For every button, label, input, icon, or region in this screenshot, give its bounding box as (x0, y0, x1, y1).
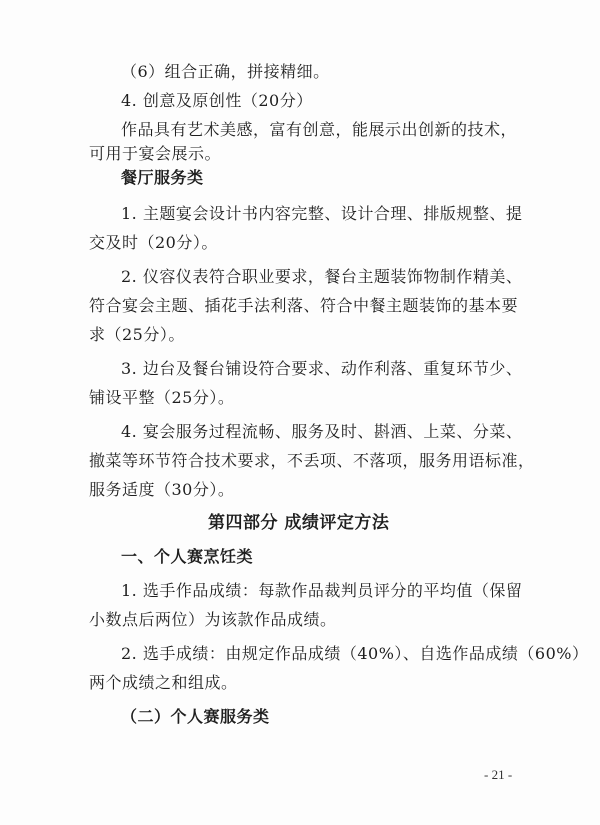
service-item-4-line-3: 服务适度（30分）。 (89, 480, 235, 499)
service-item-4-line-2: 撤菜等环节符合技术要求，不丢项、不落项，服务用语标准， (89, 451, 535, 470)
cooking-item-1-line-1: 1. 选手作品成绩：每款作品裁判员评分的平均值（保留 (121, 581, 523, 600)
section-restaurant-service: 餐厅服务类 (121, 168, 204, 187)
service-item-1-line-2: 交及时（20分）。 (89, 233, 218, 252)
criterion-4-heading: 4. 创意及原创性（20分） (121, 91, 313, 110)
page-number: - 21 - (484, 767, 513, 782)
section-individual-cooking: 一、个人赛烹饪类 (121, 547, 254, 566)
part-four-heading: 第四部分 成绩评定方法 (208, 513, 390, 533)
cooking-item-1-line-2: 小数点后两位）为该款作品成绩。 (89, 610, 337, 629)
service-item-2-line-2: 符合宴会主题、插花手法利落、符合中餐主题装饰的基本要 (89, 296, 519, 315)
criterion-4-text-line-2: 可用于宴会展示。 (89, 144, 222, 163)
service-item-3-line-2: 铺设平整（25分）。 (89, 388, 235, 407)
service-item-2-line-3: 求（25分）。 (89, 325, 185, 344)
criterion-4-text-line-1: 作品具有艺术美感，富有创意，能展示出创新的技术， (121, 120, 518, 139)
item-6-assembly: （6）组合正确，拼接精细。 (121, 62, 330, 81)
service-item-3-line-1: 3. 边台及餐台铺设符合要求、动作利落、重复环节少、 (121, 359, 523, 378)
service-item-4-line-1: 4. 宴会服务过程流畅、服务及时、斟酒、上菜、分菜、 (121, 422, 523, 441)
service-item-2-line-1: 2. 仪容仪表符合职业要求，餐台主题装饰物制作精美、 (121, 267, 523, 286)
section-individual-service: （二）个人赛服务类 (121, 707, 270, 726)
cooking-item-2-line-1: 2. 选手成绩：由规定作品成绩（40%）、自选作品成绩（60%） (121, 644, 589, 663)
service-item-1-line-1: 1. 主题宴会设计书内容完整、设计合理、排版规整、提 (121, 204, 523, 223)
cooking-item-2-line-2: 两个成绩之和组成。 (89, 673, 238, 692)
